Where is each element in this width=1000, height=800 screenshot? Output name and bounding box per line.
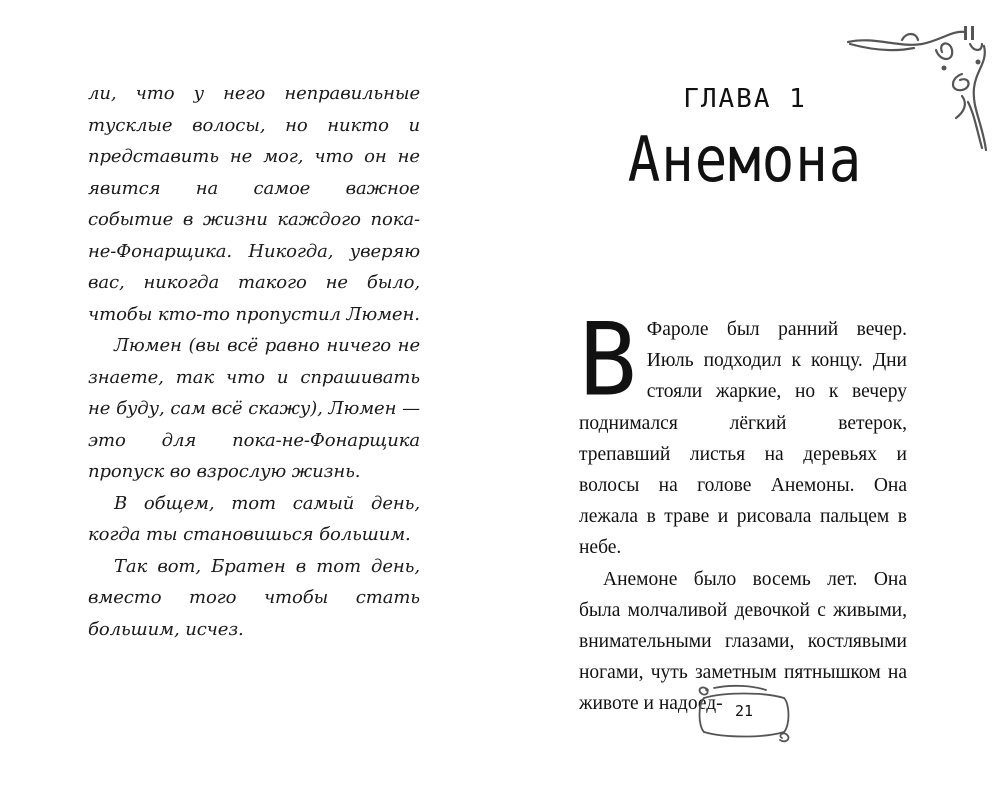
left-paragraph-1: ли, что у него неправильные тусклые волосы, но никто и представить не мог, что он не явится на самое важное событие в жизни каждого пока-не-Фонарщика. Никогда, уверяю вас, никогда такого не было, чтобы кто-то пропустил Люмен. — [88, 83, 420, 325]
left-paragraph-4: Так вот, Братен в тот день, вместо того чтобы стать большим, исчез. — [88, 555, 420, 640]
right-paragraph-2: Анемоне было восемь лет. Она была молчаливой девочкой с живыми, внимательными глазами, костлявыми ногами, чуть заметным пятнышком на животе и надоед- — [579, 568, 907, 715]
right-paragraph-1 — [579, 301, 907, 564]
page-number: 21 — [734, 702, 754, 720]
left-page-text — [88, 78, 420, 645]
drop-cap: В — [579, 301, 637, 419]
page-number-frame — [694, 682, 794, 744]
right-page-text — [579, 301, 907, 720]
left-paragraph-3: В общем, тот самый день, когда ты становишься большим. — [88, 492, 420, 545]
chapter-title: Анемона — [627, 123, 863, 196]
left-paragraph-2: Люмен (вы всё равно ничего не знаете, так что и спрашивать не буду, сам всё скажу), Люмен — это для пока-не-Фонарщика пропуск во взрослую жизнь. — [88, 335, 420, 482]
chapter-label: ГЛАВА 1 — [683, 84, 807, 114]
right-paragraph-1-text: Фароле был ранний вечер. Июль подходил к концу. Дни стояли жаркие, но к вечеру поднимался лёгкий ветерок, трепавший листья на деревьях и волосы на голове Анемоны. Она лежала в траве и рисовала пальцем в небе. — [579, 319, 907, 559]
